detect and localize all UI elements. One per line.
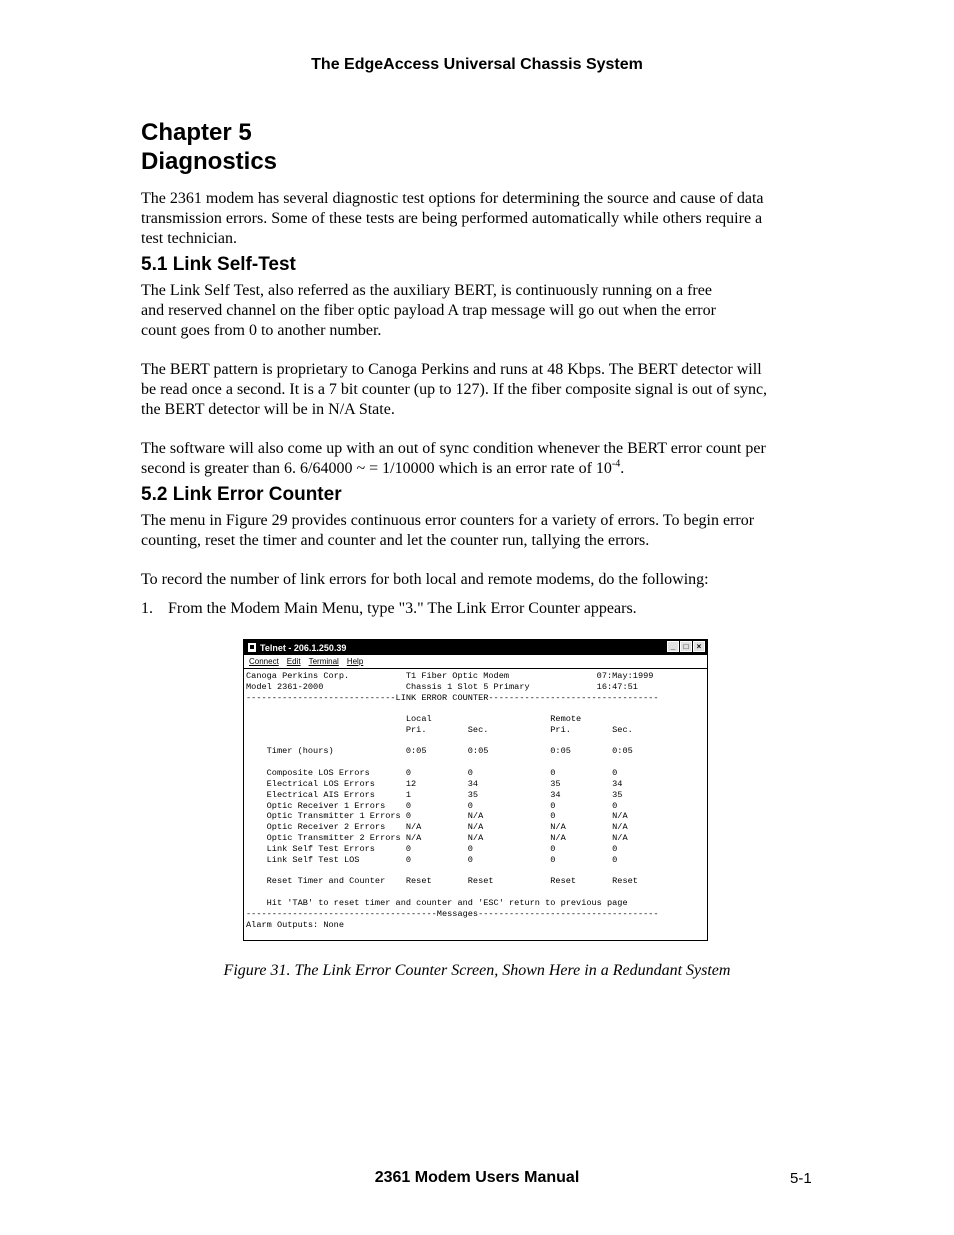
terminal-line: -----------------------------LINK ERROR COUNTER--------------------------------- bbox=[246, 693, 659, 703]
terminal-line: Reset Timer and Counter Reset Reset Reset Reset bbox=[246, 876, 638, 886]
telnet-title: Telnet - 206.1.250.39 bbox=[260, 642, 347, 653]
footer-manual-title: 2361 Modem Users Manual bbox=[374, 1169, 580, 1186]
running-header: The EdgeAccess Universal Chassis System bbox=[311, 56, 643, 73]
step-text: From the Modem Main Menu, type "3." The Link Error Counter appears. bbox=[168, 600, 637, 617]
terminal-line: Electrical AIS Errors 1 35 34 35 bbox=[246, 790, 623, 800]
figure-caption: Figure 31. The Link Error Counter Screen, Shown Here in a Redundant System bbox=[223, 962, 731, 979]
text-line: transmission errors. Some of these tests are being performed automatically while others require a bbox=[141, 210, 763, 227]
close-icon[interactable]: × bbox=[693, 641, 705, 652]
menu-help[interactable]: Help bbox=[346, 657, 364, 666]
minimize-icon[interactable]: _ bbox=[667, 641, 679, 652]
terminal-line: Optic Receiver 1 Errors 0 0 0 0 bbox=[246, 801, 618, 811]
menu-terminal[interactable]: Terminal bbox=[308, 657, 339, 666]
text-line: The 2361 modem has several diagnostic test options for determining the source and cause of data bbox=[141, 190, 764, 207]
terminal-line: Pri. Sec. Pri. Sec. bbox=[246, 725, 633, 735]
maximize-icon[interactable]: □ bbox=[680, 641, 692, 652]
terminal-line: Canoga Perkins Corp. T1 Fiber Optic Modem 07:May:1999 bbox=[246, 671, 654, 681]
link-self-test-paragraph-1 bbox=[141, 281, 821, 341]
text-line: test technician. bbox=[141, 230, 237, 247]
error-rate-text: second is greater than 6. 6/64000 ~ = 1/10000 which is an error rate of 10 bbox=[141, 460, 612, 477]
menu-connect[interactable]: Connect bbox=[249, 657, 279, 666]
text-line: The menu in Figure 29 provides continuous error counters for a variety of errors. To begin error bbox=[141, 512, 755, 529]
chapter-number: Chapter 5 bbox=[141, 119, 252, 146]
terminal-line: Composite LOS Errors 0 0 0 0 bbox=[246, 768, 618, 778]
text-line: the BERT detector will be in N/A State. bbox=[141, 401, 395, 418]
telnet-app-icon bbox=[248, 643, 256, 652]
terminal-line: Local Remote bbox=[246, 714, 582, 724]
text-line bbox=[141, 459, 821, 479]
sentence-end: . bbox=[620, 460, 625, 477]
section-heading-5-1: 5.1 Link Self-Test bbox=[141, 254, 296, 275]
intro-paragraph bbox=[141, 189, 821, 249]
text-line: count goes from 0 to another number. bbox=[141, 322, 382, 339]
terminal-line: Optic Receiver 2 Errors N/A N/A N/A N/A bbox=[246, 822, 628, 832]
telnet-title-bar bbox=[244, 640, 707, 655]
terminal-line: Hit 'TAB' to reset timer and counter and 'ESC' return to previous page bbox=[246, 898, 628, 908]
exponent: -4 bbox=[611, 458, 621, 470]
telnet-menu-bar bbox=[244, 655, 707, 669]
chapter-title: Diagnostics bbox=[141, 148, 278, 175]
text-line: The Link Self Test, also referred as the auxiliary BERT, is continuously running on a free bbox=[141, 282, 712, 299]
terminal-line: Link Self Test LOS 0 0 0 0 bbox=[246, 855, 618, 865]
text-line: be read once a second. It is a 7 bit counter (up to 127). If the fiber composite signal is out of sync, bbox=[141, 381, 768, 398]
terminal-line: -------------------------------------Messages----------------------------------- bbox=[246, 909, 659, 919]
terminal-line: Optic Transmitter 1 Errors 0 N/A 0 N/A bbox=[246, 811, 628, 821]
terminal-line: Electrical LOS Errors 12 34 35 34 bbox=[246, 779, 623, 789]
link-error-counter-paragraph-2: To record the number of link errors for both local and remote modems, do the following: bbox=[141, 571, 709, 588]
text-line: and reserved channel on the fiber optic payload A trap message will go out when the error bbox=[141, 302, 716, 319]
page-number: 5-1 bbox=[790, 1170, 812, 1187]
terminal-line: Model 2361-2000 Chassis 1 Slot 5 Primary 16:47:51 bbox=[246, 682, 638, 692]
menu-edit[interactable]: Edit bbox=[286, 657, 301, 666]
telnet-window-figure bbox=[243, 639, 708, 941]
step-number: 1. bbox=[141, 600, 153, 617]
terminal-line: Link Self Test Errors 0 0 0 0 bbox=[246, 844, 618, 854]
section-heading-5-2: 5.2 Link Error Counter bbox=[141, 484, 342, 505]
chapter-heading bbox=[141, 118, 277, 176]
terminal-screen bbox=[244, 669, 707, 941]
text-line: counting, reset the timer and counter and let the counter run, tallying the errors. bbox=[141, 532, 650, 549]
terminal-line: Alarm Outputs: None bbox=[246, 920, 344, 930]
link-self-test-paragraph-2 bbox=[141, 360, 821, 420]
terminal-line: Optic Transmitter 2 Errors N/A N/A N/A N/A bbox=[246, 833, 628, 843]
window-controls bbox=[667, 641, 705, 652]
terminal-line: Timer (hours) 0:05 0:05 0:05 0:05 bbox=[246, 746, 633, 756]
step-1 bbox=[141, 599, 821, 619]
text-line: The software will also come up with an out of sync condition whenever the BERT error count per bbox=[141, 440, 766, 457]
link-self-test-paragraph-3 bbox=[141, 439, 821, 479]
link-error-counter-paragraph-1 bbox=[141, 511, 821, 551]
text-line: The BERT pattern is proprietary to Canoga Perkins and runs at 48 Kbps. The BERT detector will bbox=[141, 361, 762, 378]
